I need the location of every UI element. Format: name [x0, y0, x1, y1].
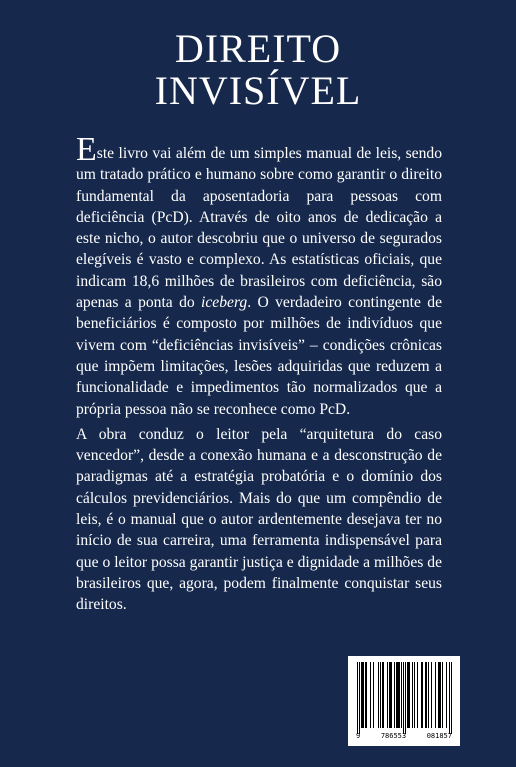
barcode-bar [414, 662, 415, 728]
barcode-bar [440, 662, 441, 728]
barcode-bar [359, 662, 360, 734]
barcode-bar [401, 662, 402, 728]
barcode-bar [362, 662, 363, 728]
barcode-bar [380, 662, 381, 728]
barcode-bar [391, 662, 392, 728]
title-line-2: INVISÍVEL [154, 68, 362, 113]
barcode-bar [397, 662, 398, 728]
blurb-paragraph-1 [76, 131, 442, 420]
barcode-bar [435, 662, 436, 728]
blurb-paragraph-1-part-a: ste livro vai além de um simples manual de leis, sendo um tratado prático e humano sobre como garantir o direito fundamental da aposentadoria para pessoas com deficiência (PcD). Através de oito anos de dedicação a este nicho, o autor descobriu que o universo de segurados elegíveis é vasto e complexo. As estatísticas oficiais, que indicam 18,6 milhões de brasileiros com deficiência, são apenas a ponta do [76, 145, 442, 312]
barcode-bar [396, 662, 397, 728]
barcode-bar [403, 662, 404, 734]
barcode-bar [399, 662, 400, 728]
barcode-bar [451, 662, 452, 734]
barcode-bar [383, 662, 384, 728]
barcode-bar [407, 662, 408, 728]
barcode-bar [382, 662, 383, 728]
drop-cap: E [76, 131, 97, 168]
barcode-bar [422, 662, 423, 728]
barcode-bar [439, 662, 440, 728]
barcode-bar [390, 662, 391, 728]
barcode-bar [370, 662, 371, 728]
barcode-bar [373, 662, 374, 728]
barcode-bar [417, 662, 418, 728]
barcode-bar [405, 662, 406, 734]
barcode-bar [389, 662, 390, 728]
barcode-bar [363, 662, 364, 728]
barcode-bar [357, 662, 358, 734]
barcode-bar [426, 662, 427, 728]
barcode-bar [394, 662, 395, 728]
blurb-paragraph-1-part-b: . O verdadeiro contingente de beneficiários é composto por milhões de indivíduos que vivem com “deficiências invisíveis” – condições crônicas que impõem limitações, lesões adquiridas que reduzem a funcionalidade e impedimentos tão normalizados que a própria pessoa não se reconhece como PcD. [76, 294, 442, 418]
barcode-bar [449, 662, 450, 734]
barcode-bar [428, 662, 429, 728]
isbn-digits [348, 730, 460, 742]
barcode-bar [361, 662, 362, 728]
title-line-1: DIREITO [174, 26, 342, 71]
barcode-bar [366, 662, 367, 728]
barcode-bar [442, 662, 443, 728]
isbn-group-1: 786553 [380, 732, 407, 740]
barcode-bar [446, 662, 447, 728]
barcode-bar [398, 662, 399, 728]
isbn-first-digit: 9 [356, 732, 361, 740]
barcode-bar [409, 662, 410, 728]
barcode-bar [408, 662, 409, 728]
blurb-italic-word: iceberg [201, 294, 248, 312]
barcode-bar [365, 662, 366, 728]
blurb-paragraph-2: A obra conduz o leitor pela “arquitetura do caso vencedor”, desde a conexão humana e a desconstrução de paradigmas até a estratégia probatória e o domínio dos cálculos previdenciários. Mais do que um compêndio de leis, é o manual que o autor ardentemente desejava ter no início de sua carreira, uma ferramenta indispensável para que o leitor possa garantir justiça e dignidade a milhões de brasileiros que, agora, podem finalmente conquistar seus direitos. [76, 425, 442, 614]
barcode-bar [431, 662, 432, 728]
barcode-bar [438, 662, 439, 728]
isbn-group-2: 081857 [426, 732, 452, 740]
barcode-bar [387, 662, 388, 728]
barcode-bar [425, 662, 426, 728]
barcode-bar [378, 662, 379, 728]
isbn-barcode [348, 656, 460, 746]
barcode-bar [412, 662, 413, 728]
barcode-bar [421, 662, 422, 728]
book-title [0, 28, 516, 112]
blurb-text [76, 131, 442, 620]
